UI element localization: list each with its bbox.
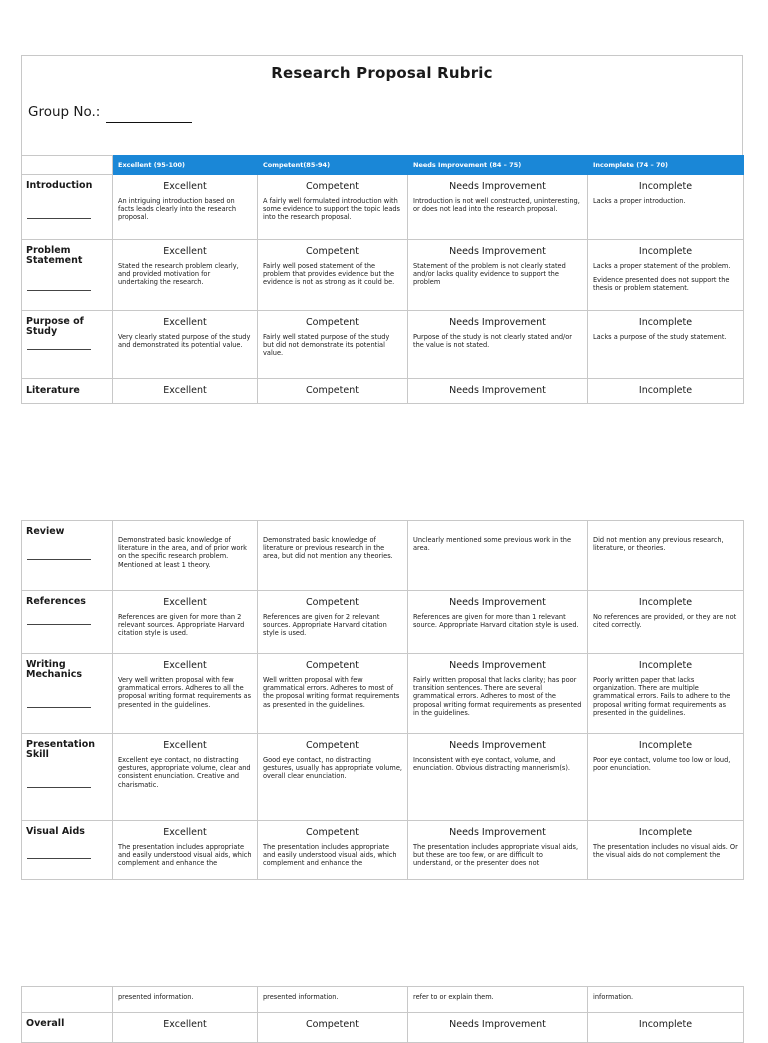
criterion-text: The presentation includes appropriate and easily understood visual aids, which complement and enhance the	[263, 843, 397, 868]
criterion-text: The presentation includes appropriate visual aids, but these are too few, or are difficult to understand, or the presenter does not	[413, 843, 579, 868]
level-label: Needs Improvement	[449, 385, 546, 396]
table-row	[22, 821, 744, 880]
criterion-text: Poorly written paper that lacks organization. There are multiple grammatical errors. Fails to adhere to the proposal writing format requirements as presented in the guidelines.	[593, 676, 731, 717]
rubric-cell	[113, 734, 258, 821]
rubric-cell	[408, 379, 588, 404]
level-label: Incomplete	[638, 660, 693, 671]
criterion-text: presented information.	[118, 993, 194, 1001]
rubric-cell	[408, 591, 588, 654]
category-cell	[22, 734, 113, 821]
rubric-cell	[588, 654, 744, 734]
rubric-cell	[408, 240, 588, 311]
rubric-cell	[113, 175, 258, 240]
rubric-cell	[408, 311, 588, 379]
level-label: Incomplete	[638, 317, 693, 328]
criterion-text: Well written proposal with few grammatical errors. Adheres to most of the proposal writing format requirements as presented in the guidelines.	[263, 676, 400, 709]
rubric-cell	[113, 821, 258, 880]
header-blank-cell	[22, 156, 113, 175]
category-label: Purpose of Study	[26, 316, 84, 337]
rubric-cell	[113, 987, 258, 1013]
level-label: Excellent	[163, 740, 207, 751]
category-label: Overall	[26, 1018, 65, 1029]
criterion-text: Very well written proposal with few grammatical errors. Adheres to all the proposal writing format requirements as presented in the guidelines.	[118, 676, 252, 709]
criterion-text: Inconsistent with eye contact, volume, and enunciation. Obvious distracting mannerism(s).	[413, 756, 571, 773]
rubric-cell	[258, 987, 408, 1013]
criterion-text: No references are provided, or they are not cited correctly.	[593, 613, 737, 630]
criterion-text: References are given for more than 1 relevant source. Appropriate Harvard citation style is used.	[413, 613, 579, 630]
criterion-text: Very clearly stated purpose of the study and demonstrated its potential value.	[118, 333, 251, 350]
rubric-cell	[113, 591, 258, 654]
rubric-cell	[258, 654, 408, 734]
level-label: Incomplete	[638, 1019, 693, 1030]
header-excellent: Excellent (95-100)	[113, 156, 258, 175]
group-label: Group No.:	[28, 104, 101, 120]
level-label: Competent	[306, 597, 359, 608]
header-competent: Competent(85-94)	[258, 156, 408, 175]
rubric-cell	[258, 175, 408, 240]
criterion-text: Fairly written proposal that lacks clarity; has poor transition sentences. There are several grammatical errors. Adheres to most of the proposal writing format requirements as presented in the guidelines.	[413, 676, 582, 717]
rubric-table-part-2	[21, 520, 744, 880]
criterion-text: Stated the research problem clearly, and provided motivation for undertaking the research.	[118, 262, 239, 287]
category-cell	[22, 654, 113, 734]
level-label: Needs Improvement	[449, 246, 546, 257]
level-label: Needs Improvement	[449, 597, 546, 608]
rubric-cell	[258, 821, 408, 880]
rubric-cell	[588, 987, 744, 1013]
category-cell	[22, 821, 113, 880]
criterion-text: References are given for more than 2 relevant sources. Appropriate Harvard citation style is used.	[118, 613, 245, 638]
level-label: Competent	[306, 385, 359, 396]
level-label: Incomplete	[638, 385, 693, 396]
level-label: Needs Improvement	[449, 660, 546, 671]
criterion-text: Lacks a proper introduction.	[593, 197, 686, 205]
rubric-cell	[258, 311, 408, 379]
level-label: Competent	[306, 740, 359, 751]
criterion-text: Lacks a proper statement of the problem.	[593, 262, 731, 270]
criterion-text: Statement of the problem is not clearly stated and/or lacks quality evidence to support the problem	[413, 262, 566, 287]
rubric-cell	[408, 821, 588, 880]
level-label: Competent	[306, 660, 359, 671]
level-label: Incomplete	[638, 181, 693, 192]
level-label: Incomplete	[638, 246, 693, 257]
criterion-text: Introduction is not well constructed, uninteresting, or does not lead into the research proposal.	[413, 197, 580, 214]
rubric-cell	[408, 175, 588, 240]
category-label: Visual Aids	[26, 826, 85, 837]
group-number-field	[28, 104, 192, 123]
level-label: Excellent	[163, 597, 207, 608]
score-line	[27, 858, 91, 859]
level-label: Competent	[306, 246, 359, 257]
table-row	[22, 734, 744, 821]
score-line	[27, 787, 91, 788]
score-line	[27, 349, 91, 350]
category-label: Literature	[26, 385, 80, 396]
level-label: Competent	[306, 181, 359, 192]
rubric-cell	[588, 1013, 744, 1043]
page-title: Research Proposal Rubric	[271, 64, 493, 82]
level-label: Needs Improvement	[449, 827, 546, 838]
criterion-text: Did not mention any previous research, literature, or theories.	[593, 536, 724, 553]
criterion-text: Fairly well stated purpose of the study but did not demonstrate its potential value.	[263, 333, 390, 358]
rubric-header-box	[21, 55, 743, 156]
header-needs-improvement: Needs Improvement (84 – 75)	[408, 156, 588, 175]
criterion-text: The presentation includes no visual aids. Or the visual aids do not complement the	[593, 843, 738, 860]
criterion-text: A fairly well formulated introduction with some evidence to support the topic leads into the research proposal.	[263, 197, 400, 222]
rubric-header-row	[22, 156, 744, 175]
category-cell	[22, 591, 113, 654]
table-row	[22, 379, 744, 404]
rubric-cell	[588, 734, 744, 821]
table-row	[22, 175, 744, 240]
level-label: Competent	[306, 827, 359, 838]
level-label: Needs Improvement	[449, 317, 546, 328]
category-label: Presentation Skill	[26, 739, 95, 760]
score-line	[27, 218, 91, 219]
rubric-cell	[113, 521, 258, 591]
criterion-text: Good eye contact, no distracting gestures, usually has appropriate volume, overall clear enunciation.	[263, 756, 402, 781]
criterion-text: Demonstrated basic knowledge of literature in the area, and of prior work on the specific research problem. Mentioned at least 1 theory.	[118, 536, 247, 569]
level-label: Competent	[306, 1019, 359, 1030]
rubric-cell	[588, 591, 744, 654]
category-label: Writing Mechanics	[26, 659, 83, 680]
rubric-cell	[588, 240, 744, 311]
header-incomplete: Incomplete (74 – 70)	[588, 156, 744, 175]
level-label: Incomplete	[638, 597, 693, 608]
rubric-cell	[588, 521, 744, 591]
criterion-text: presented information.	[263, 993, 339, 1001]
rubric-cell	[588, 821, 744, 880]
rubric-cell	[113, 654, 258, 734]
category-label: Introduction	[26, 180, 93, 191]
rubric-table-part-1	[21, 155, 744, 404]
criterion-text: Lacks a purpose of the study statement.	[593, 333, 727, 341]
rubric-cell	[588, 311, 744, 379]
score-line	[27, 290, 91, 291]
rubric-cell	[258, 379, 408, 404]
level-label: Needs Improvement	[449, 181, 546, 192]
criterion-text: Demonstrated basic knowledge of literature or previous research in the area, but did not mention any theories.	[263, 536, 393, 561]
category-cell	[22, 521, 113, 591]
score-line	[27, 559, 91, 560]
category-cell	[22, 987, 113, 1013]
level-label: Needs Improvement	[449, 740, 546, 751]
rubric-cell	[258, 591, 408, 654]
criterion-text: refer to or explain them.	[413, 993, 494, 1001]
level-label: Excellent	[163, 385, 207, 396]
criterion-text: information.	[593, 993, 634, 1001]
level-label: Incomplete	[638, 827, 693, 838]
category-cell	[22, 1013, 113, 1043]
table-row	[22, 987, 744, 1013]
rubric-cell	[113, 1013, 258, 1043]
table-row	[22, 311, 744, 379]
level-label: Excellent	[163, 1019, 207, 1030]
category-label: Review	[26, 526, 65, 537]
rubric-cell	[258, 734, 408, 821]
rubric-cell	[408, 1013, 588, 1043]
table-row	[22, 654, 744, 734]
rubric-cell	[408, 654, 588, 734]
criterion-text: Poor eye contact, volume too low or loud, poor enunciation.	[593, 756, 731, 773]
category-label: References	[26, 596, 86, 607]
level-label: Excellent	[163, 317, 207, 328]
rubric-cell	[258, 1013, 408, 1043]
criterion-text: Excellent eye contact, no distracting gestures, appropriate volume, clear and consistent enunciation. Creative and charismatic.	[118, 756, 251, 789]
rubric-cell	[113, 379, 258, 404]
criterion-text: Fairly well posed statement of the problem that provides evidence but the evidence is not as strong as it could be.	[263, 262, 395, 287]
table-row	[22, 1013, 744, 1043]
category-cell	[22, 240, 113, 311]
level-label: Incomplete	[638, 740, 693, 751]
level-label: Excellent	[163, 827, 207, 838]
score-line	[27, 707, 91, 708]
rubric-cell	[113, 311, 258, 379]
group-blank-line	[106, 106, 192, 123]
category-label: Problem Statement	[26, 245, 83, 266]
category-cell	[22, 379, 113, 404]
level-label: Excellent	[163, 246, 207, 257]
rubric-cell	[408, 987, 588, 1013]
category-cell	[22, 175, 113, 240]
level-label: Excellent	[163, 660, 207, 671]
level-label: Excellent	[163, 181, 207, 192]
criterion-text-extra: Evidence presented does not support the thesis or problem statement.	[593, 276, 730, 293]
rubric-cell	[408, 734, 588, 821]
level-label: Needs Improvement	[449, 1019, 546, 1030]
rubric-cell	[408, 521, 588, 591]
criterion-text: Purpose of the study is not clearly stated and/or the value is not stated.	[413, 333, 573, 350]
rubric-cell	[588, 379, 744, 404]
rubric-table-part-3	[21, 986, 744, 1043]
table-row	[22, 521, 744, 591]
table-row	[22, 591, 744, 654]
table-row	[22, 240, 744, 311]
score-line	[27, 624, 91, 625]
category-cell	[22, 311, 113, 379]
criterion-text: The presentation includes appropriate and easily understood visual aids, which complement and enhance the	[118, 843, 252, 868]
rubric-cell	[113, 240, 258, 311]
rubric-cell	[588, 175, 744, 240]
level-label: Competent	[306, 317, 359, 328]
criterion-text: Unclearly mentioned some previous work in the area.	[413, 536, 572, 553]
criterion-text: An intriguing introduction based on facts leads clearly into the research proposal.	[118, 197, 237, 222]
rubric-cell	[258, 240, 408, 311]
criterion-text: References are given for 2 relevant sources. Appropriate Harvard citation style is used.	[263, 613, 387, 638]
rubric-cell	[258, 521, 408, 591]
